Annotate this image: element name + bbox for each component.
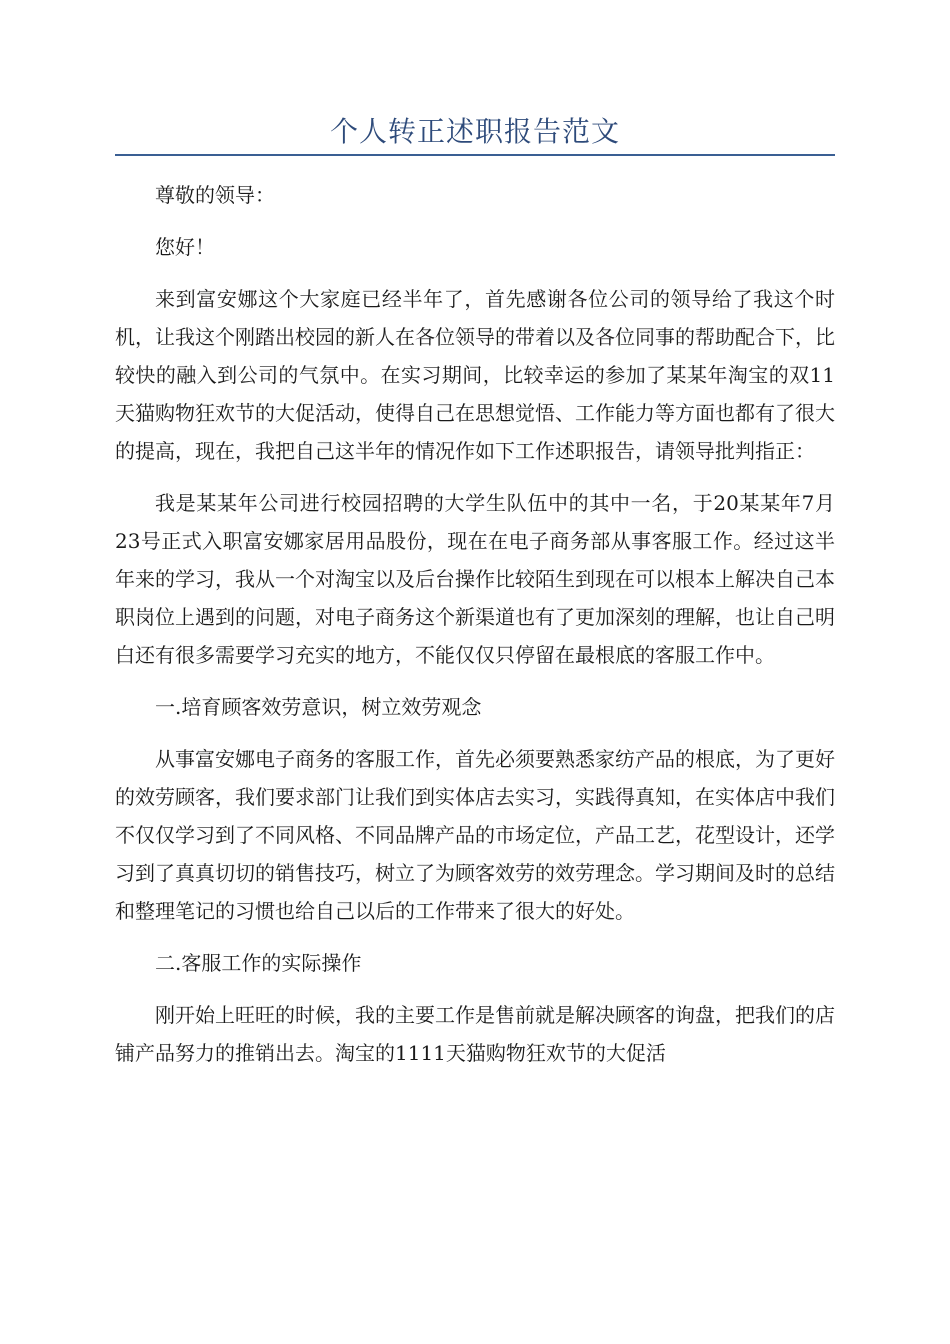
section-1-paragraph: 从事富安娜电子商务的客服工作，首先必须要熟悉家纺产品的根底，为了更好的效劳顾客，我们要求部门让我们到实体店去实习，实践得真知，在实体店中我们不仅仅学习到了不同风格、不同品牌产品的市场定位，产品工艺，花型设计，还学习到了真真切切的销售技巧，树立了为顾客效劳的效劳理念。学习期间及时的总结和整理笔记的习惯也给自己以后的工作带来了很大的好处。 (115, 747, 835, 923)
section-heading-1: 一.培育顾客效劳意识，树立效劳观念 (155, 695, 482, 719)
salutation: 尊敬的领导： (155, 183, 275, 207)
section-heading-2: 二.客服工作的实际操作 (155, 951, 362, 975)
intro-paragraph: 来到富安娜这个大家庭已经半年了，首先感谢各位公司的领导给了我这个时机，让我这个刚踏出校园的新人在各位领导的带着以及各位同事的帮助配合下，比较快的融入到公司的气氛中。在实习期间，比较幸运的参加了某某年淘宝的双11天猫购物狂欢节的大促活动，使得自己在思想觉悟、工作能力等方面也都有了很大的提高，现在，我把自己这半年的情况作如下工作述职报告，请领导批判指正： (115, 287, 835, 463)
title-divider (115, 154, 835, 156)
background-paragraph: 我是某某年公司进行校园招聘的大学生队伍中的其中一名，于20某某年7月23号正式入职富安娜家居用品股份，现在在电子商务部从事客服工作。经过这半年来的学习，我从一个对淘宝以及后台操作比较陌生到现在可以根本上解决自己本职岗位上遇到的问题，对电子商务这个新渠道也有了更加深刻的理解，也让自己明白还有很多需要学习充实的地方，不能仅仅只停留在最根底的客服工作中。 (115, 491, 835, 667)
document-body (115, 176, 835, 1086)
section-2-paragraph: 刚开始上旺旺的时候，我的主要工作是售前就是解决顾客的询盘，把我们的店铺产品努力的推销出去。淘宝的1111天猫购物狂欢节的大促活 (115, 1003, 835, 1065)
page-title: 个人转正述职报告范文 (329, 115, 620, 148)
greeting: 您好！ (155, 235, 215, 259)
